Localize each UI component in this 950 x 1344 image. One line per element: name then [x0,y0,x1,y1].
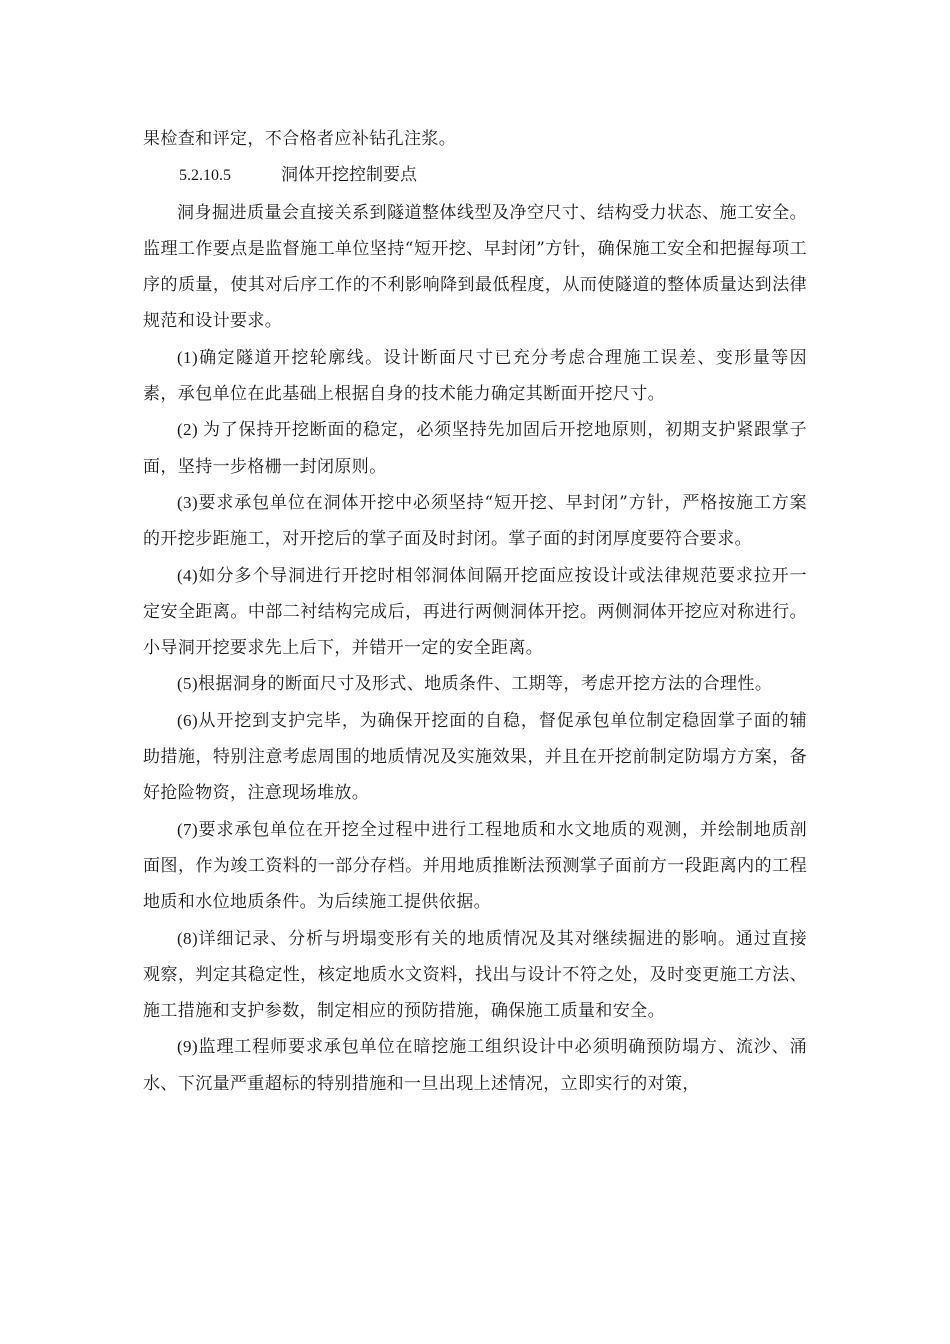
section-heading [143,157,807,194]
list-item [143,1029,807,1102]
list-item [143,485,807,558]
list-item [143,666,807,702]
list-item [143,340,807,413]
item-text: 确定隧道开挖轮廓线。设计断面尺寸已充分考虑合理施工误差、变形量等因素，承包单位在此基础上根据自身的技术能力确定其断面开挖尺寸。 [143,347,807,405]
item-text: 根据洞身的断面尺寸及形式、地质条件、工期等，考虑开挖方法的合理性。 [198,674,773,695]
item-number: (3) [177,492,199,512]
item-text: 要求承包单位在开挖全过程中进行工程地质和水文地质的观测，并绘制地质剖面图，作为竣工资料的一部分存档。并用地质推断法预测掌子面前方一段距离内的工程地质和水位地质条件。为后续施工提供依据。 [143,819,807,913]
list-item [143,412,807,485]
item-number: (5) [177,674,199,694]
item-text: 要求承包单位在洞体开挖中必须坚持“短开挖、早封闭”方针，严格按施工方案的开挖步距施工，对开挖后的掌子面及时封闭。掌子面的封闭厚度要符合要求。 [143,492,807,550]
section-number: 5.2.10.5 [179,167,231,185]
continued-paragraph: 果检查和评定，不合格者应补钻孔注浆。 [143,129,457,149]
item-number: (1) [177,347,199,367]
section-title: 洞体开挖控制要点 [281,165,417,186]
item-text: 详细记录、分析与坍塌变形有关的地质情况及其对继续掘进的影响。通过直接观察，判定其稳定性，核定地质水文资料，找出与设计不符之处，及时变更施工方法、施工措施和支护参数，制定相应的预防措施，确保施工质量和安全。 [143,928,807,1022]
item-number: (2) [177,420,204,440]
item-text: 为了保持开挖断面的稳定，必须坚持先加固后开挖地原则，初期支护紧跟掌子面，坚持一步格栅一封闭原则。 [143,420,807,477]
item-number: (7) [177,819,199,839]
item-text: 从开挖到支护完毕，为确保开挖面的自稳，督促承包单位制定稳固掌子面的辅助措施，特别注意考虑周围的地质情况及实施效果，并且在开挖前制定防塌方方案，备好抢险物资，注意现场堆放。 [143,710,807,804]
document-page [143,121,807,1102]
list-item [143,703,807,812]
list-item [143,921,807,1030]
item-number: (4) [177,565,199,585]
overview-paragraph: 洞身掘进质量会直接关系到隧道整体线型及净空尺寸、结构受力状态、施工安全。监理工作要点是监督施工单位坚持“短开挖、早封闭”方针，确保施工安全和把握每项工序的质量，使其对后序工作的不利影响降到最低程度，从而使隧道的整体质量达到法律规范和设计要求。 [143,202,807,332]
list-item [143,812,807,921]
item-number: (8) [177,928,199,948]
item-number: (6) [177,710,199,730]
item-text: 监理工程师要求承包单位在暗挖施工组织设计中必须明确预防塌方、流沙、涌水、下沉量严重超标的特别措施和一旦出现上述情况，立即实行的对策， [143,1037,807,1094]
item-number: (9) [177,1037,199,1057]
list-item [143,558,807,667]
item-text: 如分多个导洞进行开挖时相邻洞体间隔开挖面应按设计或法律规范要求拉开一定安全距离。中部二衬结构完成后，再进行两侧洞体开挖。两侧洞体开挖应对称进行。小导洞开挖要求先上后下，并错开一定的安全距离。 [143,565,807,659]
